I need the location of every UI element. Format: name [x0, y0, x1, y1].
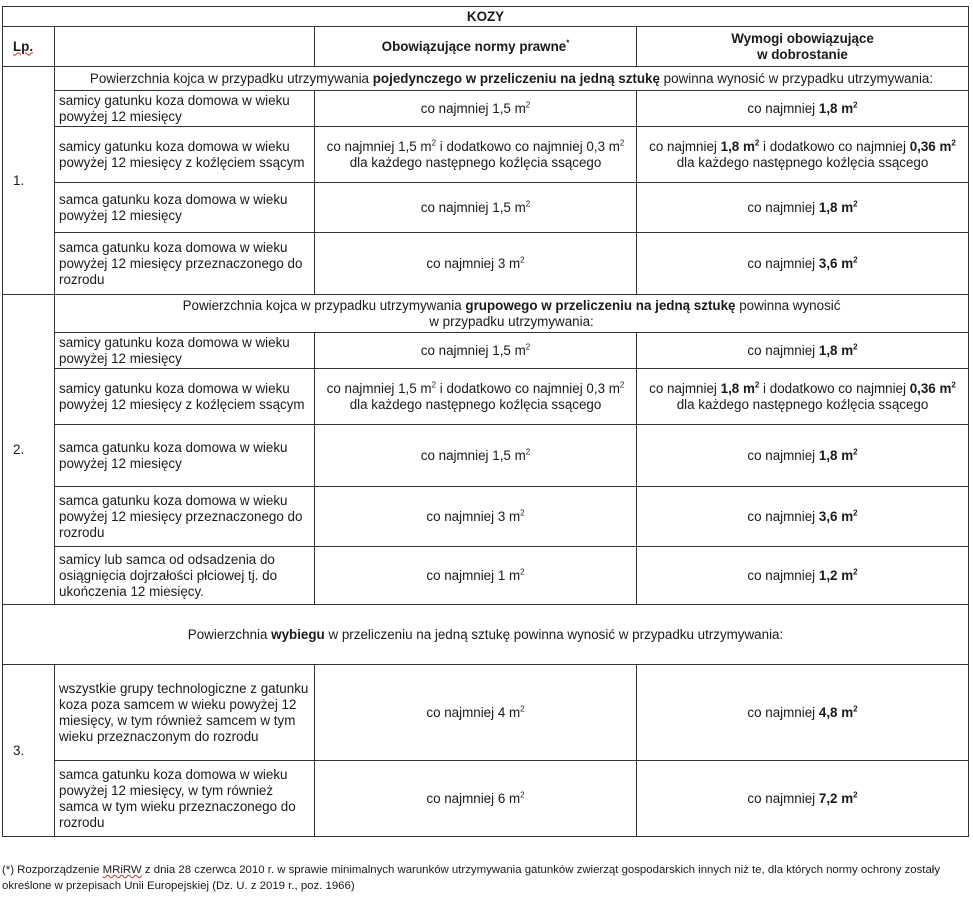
goats-norms-table	[2, 6, 969, 837]
legal-norm-value: co najmniej 1 $m^2$	[315, 547, 637, 605]
header-welfare-requirements: Wymogi obowiązujące w dobrostanie	[637, 27, 969, 67]
row-number: 3.	[3, 665, 55, 837]
legal-norm-value: co najmniej 4 $m^2$	[315, 665, 637, 761]
animal-description: samicy gatunku koza domowa w wieku powyżej 12 miesięcy	[55, 333, 315, 369]
section-heading: Powierzchnia wybiegu w przeliczeniu na jedną sztukę powinna wynosić w przypadku utrzymywania:	[3, 605, 969, 665]
footnote: (*) Rozporządzenie MRiRW z dnia 28 czerwca 2010 r. w sprawie minimalnych warunków utrzymywania gatunków zwierząt gospodarskich innych niż te, dla których normy ochrony zostały określone w przepisach Unii Europejskiej (Dz. U. z 2019 r., poz. 1966)	[2, 864, 941, 892]
title-row	[3, 7, 969, 27]
legal-norm-value: co najmniej 1,5 $m^2$	[315, 425, 637, 487]
legal-norm-value: co najmniej 1,5 $m^2$ i dodatkowo co najmniej 0,3 $m^2$ dla każdego następnego koźlęcia ssącego	[315, 369, 637, 425]
header-lp: Lp.	[3, 27, 55, 67]
animal-description: samicy gatunku koza domowa w wieku powyżej 12 miesięcy z koźlęciem ssącym	[55, 369, 315, 425]
animal-description: samca gatunku koza domowa w wieku powyżej 12 miesięcy	[55, 183, 315, 233]
table-row	[3, 333, 969, 369]
animal-description: samicy lub samca od odsadzenia do osiągnięcia dojrzałości płciowej tj. do ukończenia 12 miesięcy.	[55, 547, 315, 605]
welfare-value: co najmniej 1,8 $m^2$ i dodatkowo co najmniej 0,36 $m^2$ dla każdego następnego koźlęcia ssącego	[637, 127, 969, 183]
welfare-value: co najmniej 3,6 $m^2$	[637, 233, 969, 295]
animal-description: samicy gatunku koza domowa w wieku powyżej 12 miesięcy z koźlęciem ssącym	[55, 127, 315, 183]
animal-description: samca gatunku koza domowa w wieku powyżej 12 miesięcy, w tym również samca w tym wieku przeznaczonego do rozrodu	[55, 761, 315, 837]
table-row	[3, 425, 969, 487]
table-row	[3, 233, 969, 295]
section-heading-row	[3, 67, 969, 91]
legal-norm-value: co najmniej 1,5 $m^2$	[315, 91, 637, 127]
animal-description: wszystkie grupy technologiczne z gatunku koza poza samcem w wieku powyżej 12 miesięcy, w tym również samcem w tym wieku przeznaczonym do rozrodu	[55, 665, 315, 761]
legal-norm-value: co najmniej 3 $m^2$	[315, 233, 637, 295]
legal-norm-value: co najmniej 1,5 $m^2$	[315, 183, 637, 233]
welfare-value: co najmniej 1,8 $m^2$	[637, 333, 969, 369]
welfare-value: co najmniej 7,2 $m^2$	[637, 761, 969, 837]
animal-description: samca gatunku koza domowa w wieku powyżej 12 miesięcy przeznaczonego do rozrodu	[55, 487, 315, 547]
legal-norm-value: co najmniej 6 $m^2$	[315, 761, 637, 837]
legal-norm-value: co najmniej 1,5 $m^2$ i dodatkowo co najmniej 0,3 $m^2$ dla każdego następnego koźlęcia ssącego	[315, 127, 637, 183]
welfare-value: co najmniej 1,8 $m^2$	[637, 183, 969, 233]
legal-norm-value: co najmniej 3 $m^2$	[315, 487, 637, 547]
table-row	[3, 547, 969, 605]
welfare-value: co najmniej 1,2 $m^2$	[637, 547, 969, 605]
table-row	[3, 127, 969, 183]
animal-description: samicy gatunku koza domowa w wieku powyżej 12 miesięcy	[55, 91, 315, 127]
welfare-value: co najmniej 4,8 $m^2$	[637, 665, 969, 761]
welfare-value: co najmniej 1,8 $m^2$	[637, 91, 969, 127]
table-row	[3, 487, 969, 547]
animal-description: samca gatunku koza domowa w wieku powyżej 12 miesięcy	[55, 425, 315, 487]
section-heading: Powierzchnia kojca w przypadku utrzymywania pojedynczego w przeliczeniu na jedną sztukę powinna wynosić w przypadku utrzymywania:	[55, 67, 969, 91]
table-row	[3, 183, 969, 233]
section-heading: Powierzchnia kojca w przypadku utrzymywania grupowego w przeliczeniu na jedną sztukę powinna wynosić w przypadku utrzymywania:	[55, 295, 969, 333]
welfare-value: co najmniej 3,6 $m^2$	[637, 487, 969, 547]
section-heading-row	[3, 605, 969, 665]
header-row	[3, 27, 969, 67]
table-row	[3, 761, 969, 837]
welfare-value: co najmniej 1,8 $m^2$	[637, 425, 969, 487]
row-number: 1.	[3, 67, 55, 295]
legal-norm-value: co najmniej 1,5 $m^2$	[315, 333, 637, 369]
section-heading-row	[3, 295, 969, 333]
table-row	[3, 665, 969, 761]
table-row	[3, 91, 969, 127]
table-row	[3, 369, 969, 425]
table-title: KOZY	[3, 7, 969, 27]
header-description	[55, 27, 315, 67]
row-number: 2.	[3, 295, 55, 605]
animal-description: samca gatunku koza domowa w wieku powyżej 12 miesięcy przeznaczonego do rozrodu	[55, 233, 315, 295]
welfare-value: co najmniej 1,8 $m^2$ i dodatkowo co najmniej 0,36 $m^2$ dla każdego następnego koźlęcia ssącego	[637, 369, 969, 425]
header-legal-norms: Obowiązujące normy prawne*	[315, 27, 637, 67]
